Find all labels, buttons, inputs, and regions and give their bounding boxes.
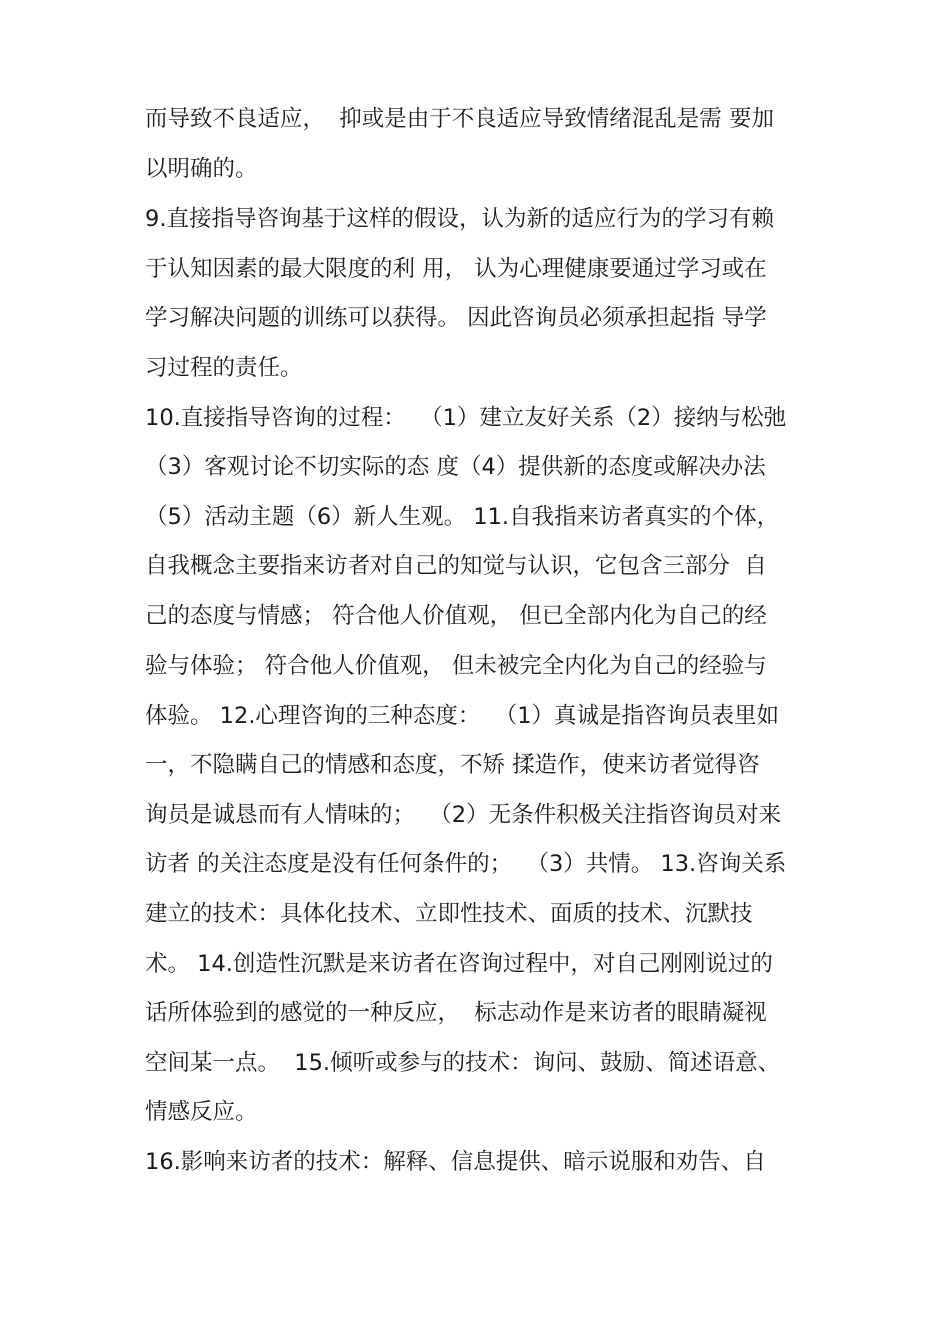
text-line: 术。 14.创造性沉默是来访者在咨询过程中，对自己刚刚说过的 — [145, 951, 773, 977]
text-line: 空间某一点。 15.倾听或参与的技术：询问、鼓励、简述语意、 — [145, 1050, 781, 1076]
text-line: （5）活动主题（6）新人生观。 11.自我指来访者真实的个体， — [145, 504, 780, 530]
text-line: 建立的技术：具体化技术、立即性技术、面质的技术、沉默技 — [145, 901, 753, 927]
text-line: （3）客观讨论不切实际的态 度（4）提供新的态度或解决办法 — [145, 454, 766, 480]
text-line: 话所体验到的感觉的一种反应， 标志动作是来访者的眼睛凝视 — [145, 1000, 767, 1026]
text-line: 一，不隐瞒自己的情感和态度，不矫 揉造作，使来访者觉得咨 — [145, 752, 760, 778]
text-line: 而导致不良适应， 抑或是由于不良适应导致情绪混乱是需 要加 — [145, 106, 774, 132]
text-line: 询员是诚恳而有人情味的； （2）无条件积极关注指咨询员对来 — [145, 802, 782, 828]
text-line: 自我概念主要指来访者对自己的知觉与认识，它包含三部分 自 — [145, 553, 767, 579]
text-line: 10.直接指导咨询的过程： （1）建立友好关系（2）接纳与松弛 — [145, 405, 787, 431]
text-line: 体验。 12.心理咨询的三种态度： （1）真诚是指咨询员表里如 — [145, 703, 780, 729]
text-line: 于认知因素的最大限度的利 用， 认为心理健康要通过学习或在 — [145, 256, 767, 282]
text-line: 习过程的责任。 — [145, 355, 303, 381]
text-line: 验与体验； 符合他人价值观， 但未被完全内化为自己的经验与 — [145, 653, 767, 679]
text-line: 16.影响来访者的技术：解释、信息提供、暗示说服和劝告、自 — [145, 1149, 766, 1175]
text-line: 学习解决问题的训练可以获得。 因此咨询员必须承担起指 导学 — [145, 305, 767, 331]
text-line: 9.直接指导咨询基于这样的假设，认为新的适应行为的学习有赖 — [145, 206, 774, 232]
text-line: 情感反应。 — [145, 1099, 258, 1125]
text-line: 访者 的关注态度是没有任何条件的； （3）共情。 13.咨询关系 — [145, 851, 787, 877]
text-line: 己的态度与情感； 符合他人价值观， 但已全部内化为自己的经 — [145, 603, 767, 629]
text-line: 以明确的。 — [145, 156, 258, 182]
